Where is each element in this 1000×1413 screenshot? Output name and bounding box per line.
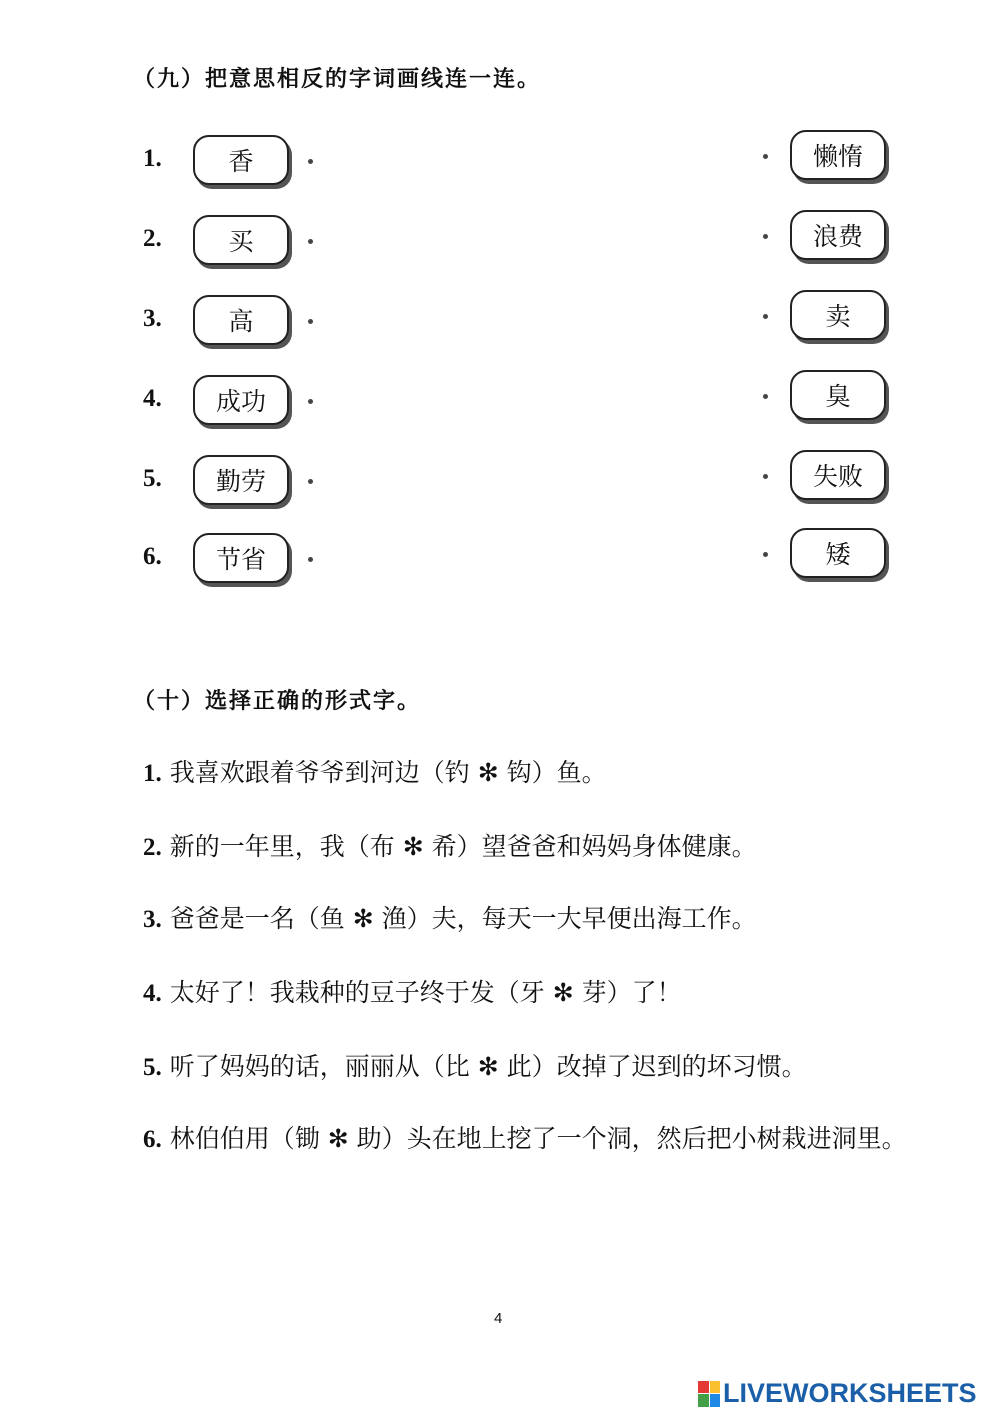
left-connect-dot[interactable] [308, 239, 313, 244]
left-connect-dot[interactable] [308, 479, 313, 484]
right-connect-dot[interactable] [763, 234, 768, 239]
section-10-title: （十）选择正确的形式字。 [133, 688, 422, 714]
right-word-box: 懒惰 [790, 130, 886, 180]
right-word-box: 卖 [790, 290, 886, 340]
right-connect-dot[interactable] [763, 394, 768, 399]
right-connect-dot[interactable] [763, 154, 768, 159]
left-word-box: 勤劳 [193, 455, 289, 505]
right-word-box: 浪费 [790, 210, 886, 260]
item-number: 3. [143, 906, 162, 933]
right-word-box: 矮 [790, 528, 886, 578]
sentence-item [143, 898, 943, 941]
left-connect-dot[interactable] [308, 557, 313, 562]
right-word-box: 臭 [790, 370, 886, 420]
left-word-box: 高 [193, 295, 289, 345]
item-number: 2. [143, 834, 162, 861]
left-connect-dot[interactable] [308, 399, 313, 404]
right-connect-dot[interactable] [763, 314, 768, 319]
item-number: 6. [143, 1126, 162, 1153]
sentence-text: 我喜欢跟着爷爷到河边（钓 ✻ 钩）鱼。 [169, 758, 607, 787]
right-connect-dot[interactable] [763, 552, 768, 557]
page-number: 4 [494, 1310, 503, 1327]
right-connect-dot[interactable] [763, 474, 768, 479]
left-connect-dot[interactable] [308, 159, 313, 164]
left-word-box: 成功 [193, 375, 289, 425]
sentence-item [143, 972, 943, 1015]
left-word-box: 香 [193, 135, 289, 185]
brand-name: LIVEWORKSHEETS [723, 1378, 977, 1408]
item-number: 1. [143, 145, 162, 172]
left-connect-dot[interactable] [308, 319, 313, 324]
logo-icon [698, 1381, 720, 1407]
item-number: 5. [143, 465, 162, 492]
sentence-text: 太好了！我栽种的豆子终于发（牙 ✻ 芽）了！ [169, 978, 682, 1007]
item-number: 6. [143, 543, 162, 570]
section-9-title: （九）把意思相反的字词画线连一连。 [133, 66, 542, 92]
sentence-item [143, 826, 943, 869]
sentence-text: 林伯伯用（锄 ✻ 助）头在地上挖了一个洞，然后把小树栽进洞里。 [169, 1124, 907, 1153]
item-number: 5. [143, 1054, 162, 1081]
sentence-text: 爸爸是一名（鱼 ✻ 渔）夫，每天一大早便出海工作。 [169, 904, 757, 933]
sentence-item [143, 752, 943, 795]
sentence-text: 听了妈妈的话，丽丽从（比 ✻ 此）改掉了迟到的坏习惯。 [169, 1052, 807, 1081]
sentence-item [143, 1046, 943, 1089]
sentence-item [143, 1118, 943, 1161]
left-word-box: 节省 [193, 533, 289, 583]
right-word-box: 失败 [790, 450, 886, 500]
sentence-text: 新的一年里，我（布 ✻ 希）望爸爸和妈妈身体健康。 [169, 832, 757, 861]
left-word-box: 买 [193, 215, 289, 265]
item-number: 2. [143, 225, 162, 252]
liveworksheets-logo [698, 1378, 977, 1409]
item-number: 3. [143, 305, 162, 332]
item-number: 1. [143, 760, 162, 787]
item-number: 4. [143, 385, 162, 412]
item-number: 4. [143, 980, 162, 1007]
